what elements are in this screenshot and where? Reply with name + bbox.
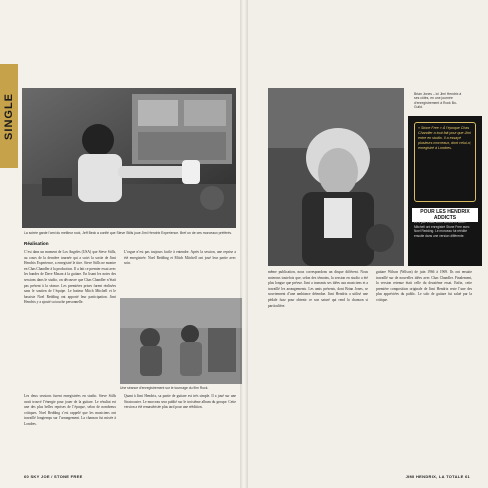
section-heading: Réalisation — [24, 241, 49, 246]
hendrix-addicts-sidebar — [408, 116, 482, 266]
body-column-4: Quant à Jimi Hendrix, sa partie de guitare est très simple. Il a joué sur une Stratocaster. Le morceau sera publié sur le troisième album du groupe. Cette version a été remastérisée plus tard pour une réédition. — [124, 394, 236, 410]
studio-photo-image — [22, 88, 236, 228]
portrait-photo — [268, 88, 404, 266]
studio-photo — [22, 88, 236, 228]
right-body-column-1: même publication, nous correspondons un disque différent. Nous noterons toutefois que, selon des témoins, la session en studio a été plus longue que prévue. Jimi a transmis ses idées aux musiciens et a travaillé les arrangements. Les amis présents, dont Brian Jones, se souviennent d’une ambiance détendue. Jimi Hendrix a utilisé une pédale fuzz pour obtenir ce son saturé qui rend la chanson si particulière. — [268, 270, 368, 308]
portrait-caption: Brian Jones – ici Jimi Hendrix à ses côtés, en une journée d’enregistrement à Rock Bo-Guild. — [414, 92, 462, 110]
right-page — [244, 0, 488, 488]
small-photo-image — [120, 298, 242, 384]
left-footer: 60 SKY JOE / STONE FREE — [24, 474, 83, 479]
small-photo — [120, 298, 242, 384]
sidebar-body: Le 3 juin 1968, Jimi Hendrix et Mitch Mitchell ont enregistré Stone Free avec Noel Redding. Le morceau fut réédité ensuite dans une version différente. — [414, 220, 470, 238]
small-photo-caption: Une séance d’enregistrement sur le tournage du film Rock. — [120, 386, 209, 390]
body-column-3: Les deux sessions furent enregistrées en studio. Steve Stills avait trouvé l’énergie pour jouer de la guitare. Le résultat est une des plus belles reprises de l’époque, selon de nombreux critiques. Noel Redding s’est rappelé que les musiciens ont travaillé longtemps sur l’arrangement. La chanson fut mixée à Londres. — [24, 394, 116, 426]
studio-photo-caption: La soirée garde l’ami du meilleur rock, Jeff Beck a confié que Steve Stills joue Jimi Hendrix Experience. Bref un de ces morceaux préférés. — [24, 231, 232, 235]
section-tab-label: SINGLE — [3, 92, 15, 140]
sidebar-title: POUR LES HENDRIX ADDICTS — [412, 208, 478, 222]
body-column-1: C’est dans un moment de Los Angeles (USA) que Steve Stills, au cours de la dernière tournée qui a suivi la sortie de Jimi Hendrix Experience, a enregistré le titre. Steve Stills ne montre en Chas Chandler à la production. Il a fait ce premier essai avec les bandes de Dave Mason à la guitare. En lisant les notes des sessions dans le studio, on découvre que Chas Chandler n’était pas présent à la séance. Les premières prises furent réalisées sans le soutien de l’équipe. Le batteur Mitch Mitchell et le bassiste Noel Redding ont apporté leur participation. Jimi Hendrix y a ajouté sa touche personnelle. — [24, 250, 116, 305]
right-body-column-2: guitare Wilson (Wilson) de juin 1966 à 1969. Ils ont ensuite travaillé sur de nouvelles idées avec Chas Chandler. Finalement, la version retenue était celle du deuxième essai. Enfin, cette première composition originale de Jimi Hendrix reste l’une des plus appréciées du public. Le solo de guitare fut salué par la critique. — [376, 270, 472, 302]
portrait-photo-image — [268, 88, 404, 266]
section-tab — [0, 64, 18, 168]
right-footer: JIMI HENDRIX, LA TOTALE 61 — [405, 474, 470, 479]
body-column-2: L’orgue n’est pas toujours facile à entendre. Après la session, une reprise a été enregistrée. Noel Redding et Mitch Mitchell ont joué leur partie avec soin. — [124, 250, 236, 266]
page-gutter — [240, 0, 248, 488]
sidebar-quote-text: « Stone Free » À l’époque Chas Chandler a tout fait pour que Jimi entre en studio. Il a essayé plusieurs morceaux, dont celui-ci, enregistré à Londres. — [418, 126, 472, 150]
sidebar-quote-box — [414, 122, 476, 202]
